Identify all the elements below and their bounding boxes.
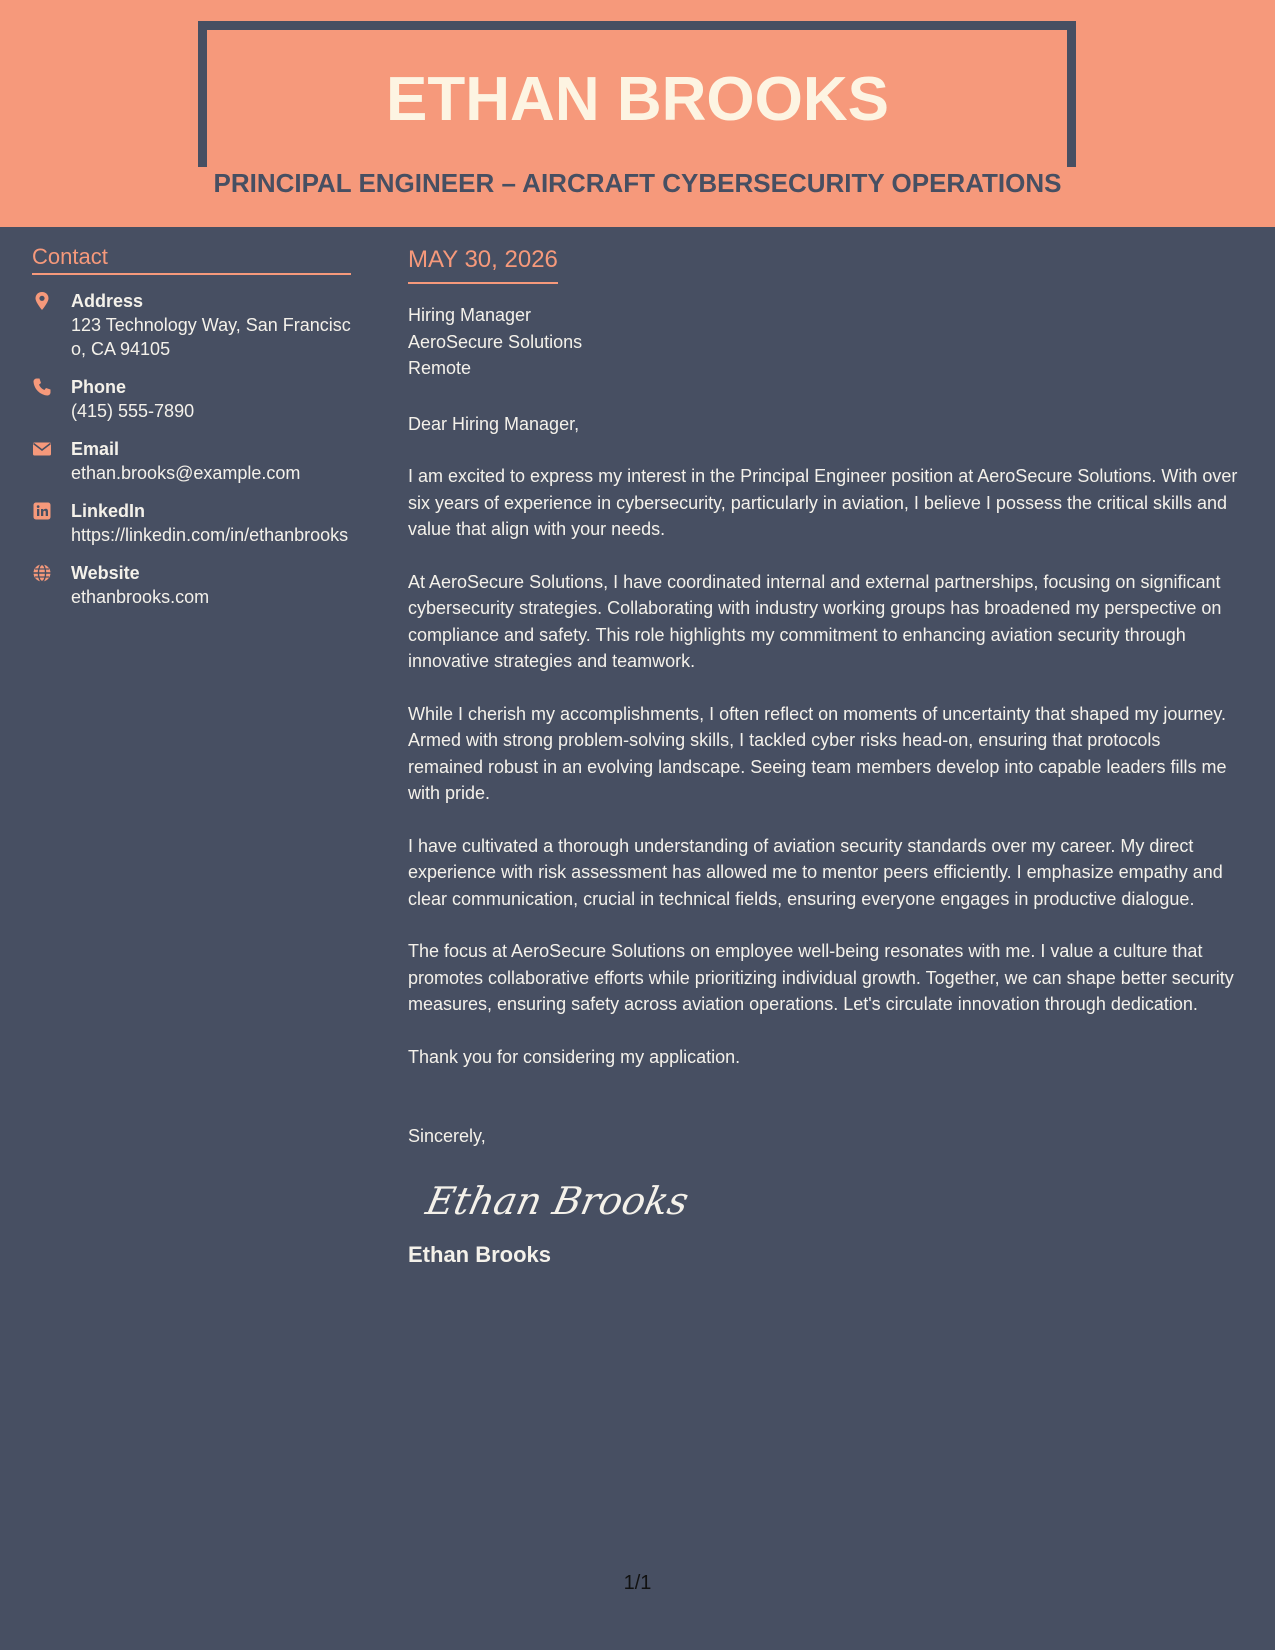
page-number: 1/1 <box>623 1572 652 1594</box>
linkedin-icon <box>32 501 52 521</box>
contact-heading: Contact <box>32 243 351 275</box>
contact-label: LinkedIn <box>71 501 146 521</box>
contact-value[interactable]: ethanbrooks.com <box>71 587 210 607</box>
header-banner <box>0 0 1275 227</box>
contact-item-address <box>32 289 351 361</box>
contact-value: (415) 555-7890 <box>71 401 195 421</box>
contact-item-email <box>32 437 351 485</box>
recipient-block <box>408 302 1240 382</box>
envelope-icon <box>32 439 52 459</box>
handwritten-signature <box>422 1168 1240 1230</box>
letter-body <box>408 244 1240 1270</box>
job-title: PRINCIPAL ENGINEER – AIRCRAFT CYBERSECURITY OPERATIONS <box>213 168 1062 198</box>
contact-item-linkedin <box>32 499 351 547</box>
letter-date: MAY 30, 2026 <box>408 244 558 284</box>
recipient-line: AeroSecure Solutions <box>408 331 583 352</box>
contact-sidebar <box>32 243 351 609</box>
recipient-line: Remote <box>408 358 472 378</box>
contact-label: Address <box>71 291 144 311</box>
letter-paragraph: I have cultivated a thorough understanding of aviation security standards over my career. My direct experience with risk assessment has allowed me to mentor peers efficiently. I emphasize empathy and clear communication, crucial in technical fields, ensuring everyone engages in productive dialogue. <box>408 835 1223 909</box>
letter-paragraph: The focus at AeroSecure Solutions on employee well-being resonates with me. I value a culture that promotes collaborative efforts while prioritizing individual growth. Together, we can shape better security measures, ensuring safety across aviation operations. Let's circulate innovation through dedication. <box>408 941 1234 1014</box>
closing-line: Sincerely, <box>408 1126 486 1146</box>
contact-item-phone <box>32 375 351 423</box>
letter-paragraph: At AeroSecure Solutions, I have coordinated internal and external partnerships, focusing on significant cybersecurity strategies. Collaborating with industry working groups has broadened my perspective on compliance and safety. This role highlights my commitment to enhancing aviation security through innovative strategies and teamwork. <box>408 571 1222 671</box>
globe-icon <box>32 563 52 583</box>
thanks-line: Thank you for considering my application. <box>408 1046 741 1067</box>
contact-value: 123 Technology Way, San Francisco, CA 94105 <box>71 315 351 359</box>
contact-label: Phone <box>71 377 127 397</box>
contact-label: Email <box>71 439 120 459</box>
letter-paragraph: I am excited to express my interest in the Principal Engineer position at AeroSecure Solutions. With over six years of experience in cybersecurity, particularly in aviation, I believe I possess the critical skills and value that align with your needs. <box>408 466 1238 539</box>
contact-label: Website <box>71 563 140 583</box>
signature-text: Ethan Brooks <box>422 1178 693 1224</box>
contact-item-website <box>32 561 351 609</box>
signed-name: Ethan Brooks <box>408 1241 552 1267</box>
recipient-line: Hiring Manager <box>408 305 532 325</box>
contact-value[interactable]: ethan.brooks@example.com <box>71 463 301 483</box>
signature-image <box>422 1168 693 1230</box>
map-pin-icon <box>32 291 52 311</box>
contact-value[interactable]: https://linkedin.com/in/ethanbrooks <box>71 525 349 545</box>
salutation: Dear Hiring Manager, <box>408 413 580 434</box>
applicant-name: ETHAN BROOKS <box>386 65 889 134</box>
phone-icon <box>32 377 52 397</box>
letter-paragraph: While I cherish my accomplishments, I often reflect on moments of uncertainty that shaped my journey. Armed with strong problem-solving skills, I tackled cyber risks head-on, ensuring that protocols remained robust in an evolving landscape. Seeing team members develop into capable leaders fills me with pride. <box>408 703 1227 803</box>
